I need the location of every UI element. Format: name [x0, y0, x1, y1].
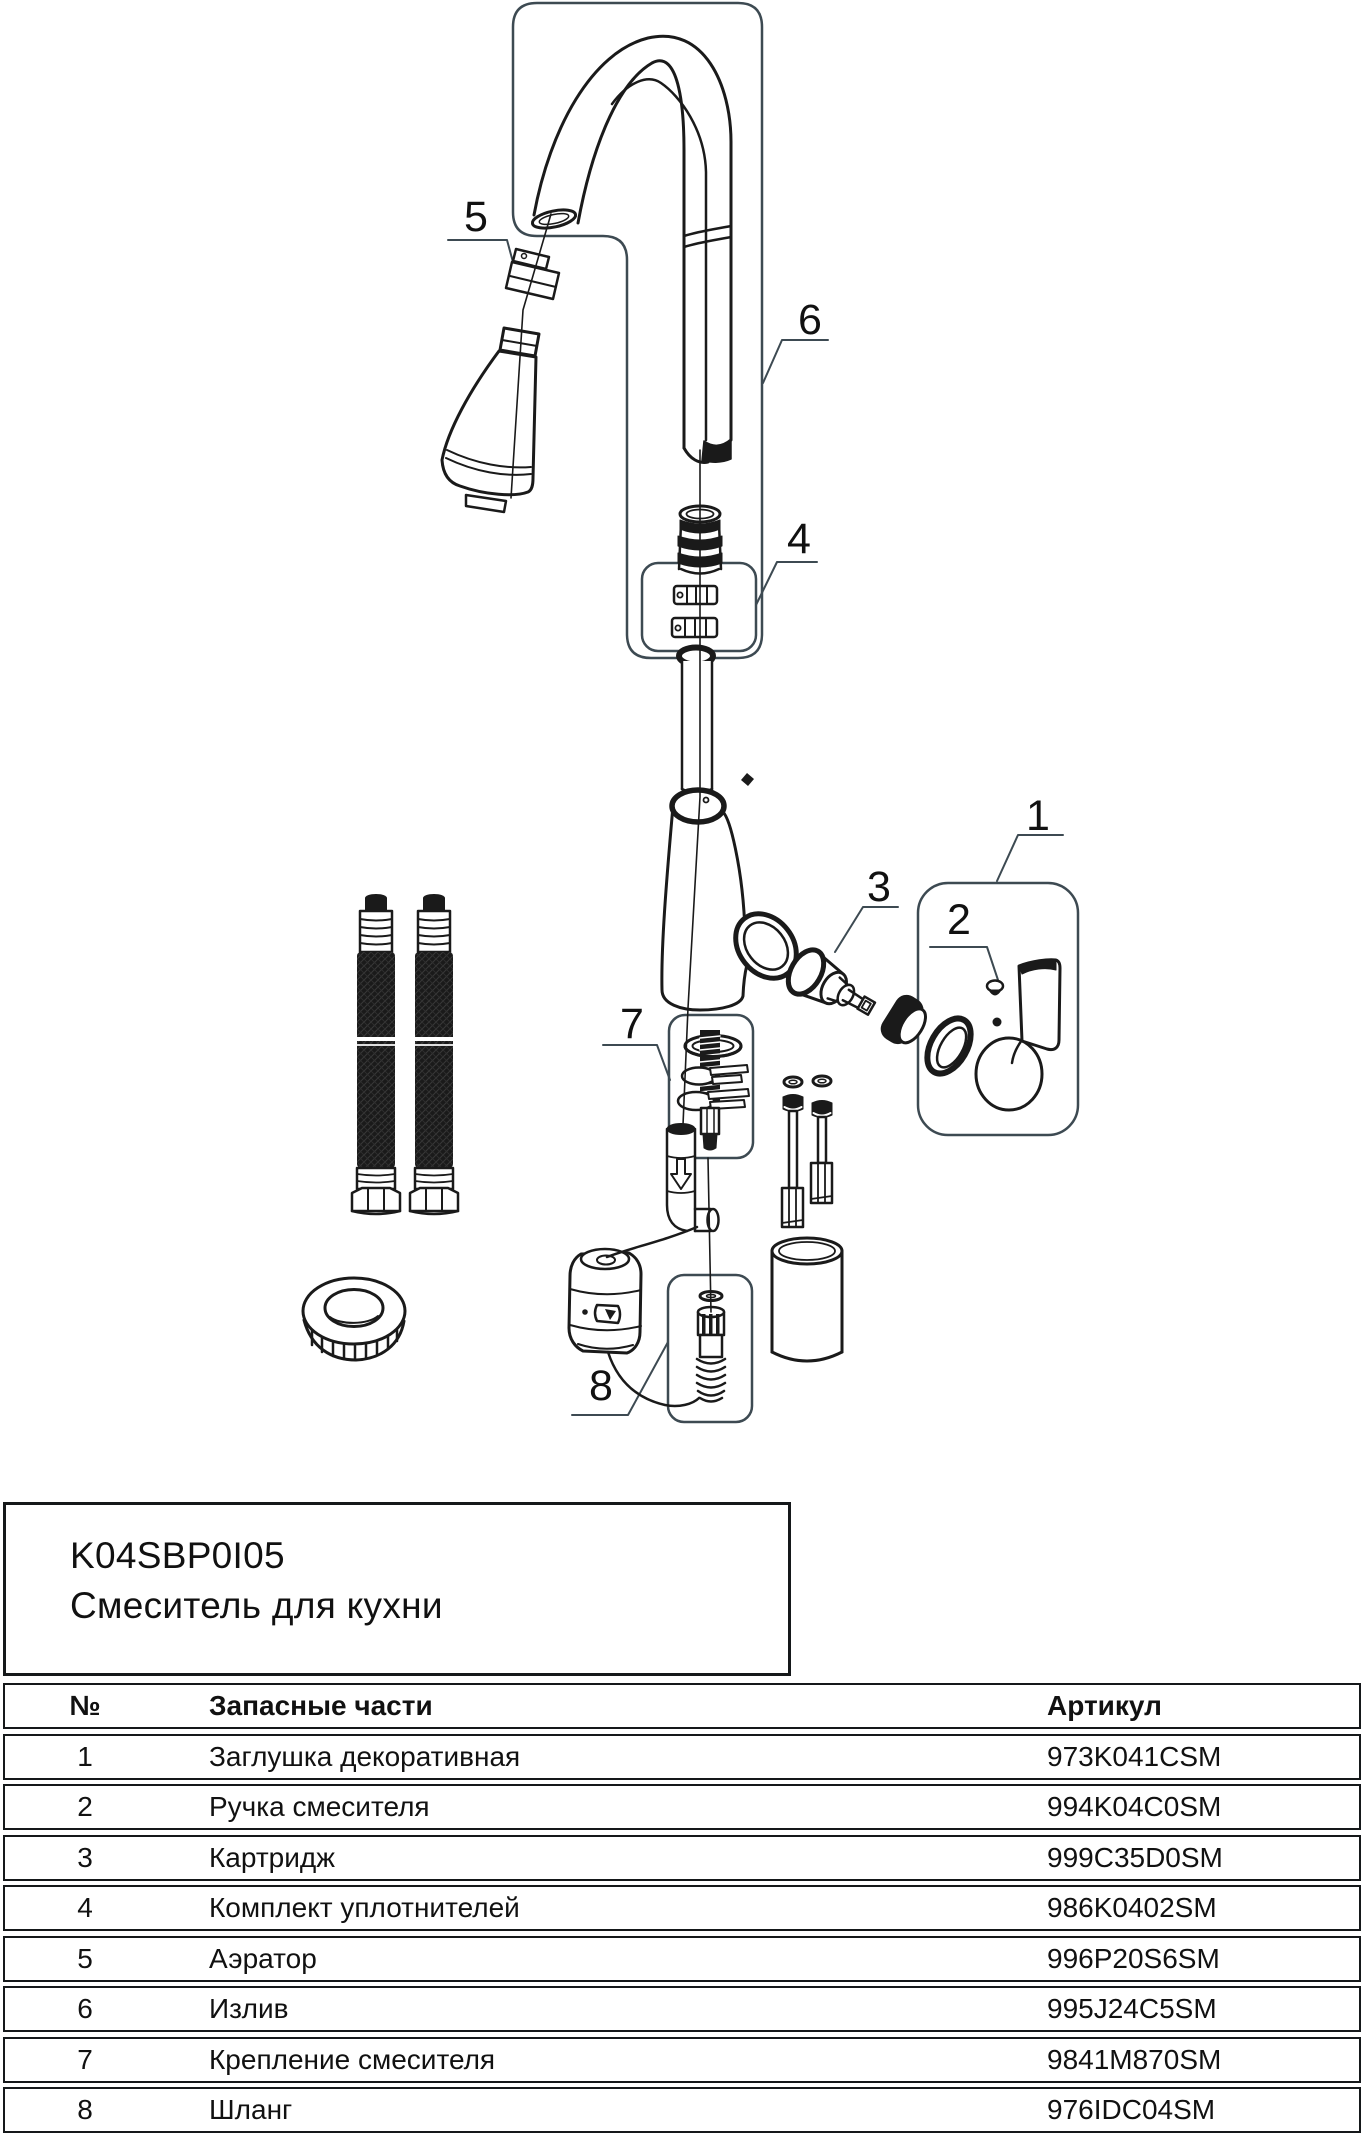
table-row	[3, 1986, 1361, 2032]
row-part-cell: Излив	[209, 1993, 289, 2024]
row-part-cell: Картридж	[209, 1841, 335, 1873]
row-number-cell: 7	[77, 2043, 93, 2075]
row-number-cell: 5	[77, 1942, 93, 1974]
table-row	[3, 2037, 1361, 2083]
row-number-cell: 8	[77, 2094, 93, 2125]
row-part-cell: Шланг	[209, 2094, 293, 2125]
row-article-cell: 986K0402SM	[1047, 1892, 1217, 1923]
callout-labels	[464, 193, 1050, 1410]
header-number: №	[69, 1690, 101, 1721]
row-number-cell: 4	[77, 1892, 93, 1923]
supply-hose-right	[410, 894, 458, 1214]
hose-weight	[569, 1249, 641, 1353]
spout-gooseneck	[531, 36, 731, 462]
table-row	[3, 1734, 1361, 1780]
row-article-cell: 996P20S6SM	[1047, 1942, 1220, 1974]
cartridge-nut	[876, 990, 934, 1052]
callout-label-6: 6	[798, 296, 822, 344]
handle-screw	[987, 981, 1003, 996]
row-article-cell: 976IDC04SM	[1047, 2094, 1216, 2125]
table-row	[3, 1885, 1361, 1931]
row-number-cell: 6	[77, 1993, 93, 2024]
parts-table	[3, 1683, 1361, 2133]
mounting-stud-left	[782, 1077, 803, 1227]
callout-label-5: 5	[464, 193, 488, 241]
riser-pipe	[682, 661, 712, 793]
callout-label-4: 4	[787, 515, 811, 563]
table-row	[3, 1936, 1361, 1982]
callout-leader-3	[835, 907, 898, 952]
product-code: K04SBP0I05	[70, 1535, 285, 1576]
row-number-cell: 2	[77, 1791, 93, 1822]
table-row	[3, 2087, 1361, 2133]
callout-label-3: 3	[867, 863, 891, 911]
callout-leader-6	[763, 340, 828, 383]
row-part-cell: Комплект уплотнителей	[209, 1892, 520, 1923]
callout-label-1: 1	[1026, 792, 1050, 840]
mounting-ring	[303, 1278, 405, 1360]
callout-leader-5	[448, 240, 517, 277]
callout-label-8: 8	[589, 1362, 613, 1410]
cartridge	[781, 944, 883, 1031]
header-article: Артикул	[1047, 1690, 1162, 1721]
row-article-cell: 995J24C5SM	[1047, 1993, 1217, 2024]
parts-table-header	[3, 1683, 1361, 1729]
callout-leaders	[448, 240, 1063, 1415]
product-name: Смеситель для кухни	[70, 1585, 443, 1626]
callout-label-2: 2	[947, 896, 971, 944]
table-row	[3, 1784, 1361, 1830]
seal-clips	[672, 586, 717, 637]
row-article-cell: 994K04C0SM	[1047, 1791, 1222, 1822]
row-number-cell: 3	[77, 1841, 93, 1873]
row-article-cell: 999C35D0SM	[1047, 1841, 1223, 1873]
callout-leader-7	[603, 1045, 670, 1080]
table-row	[3, 1835, 1361, 1881]
header-part: Запасные части	[209, 1690, 433, 1721]
callout-leader-1	[997, 835, 1063, 881]
sprayer-head	[442, 328, 539, 512]
callout-leader-2	[930, 947, 998, 980]
supply-hose-left	[352, 894, 400, 1214]
handle-pin-dot	[993, 1018, 1002, 1027]
row-part-cell: Заглушка декоративная	[209, 1740, 521, 1772]
aerator	[506, 249, 559, 299]
row-part-cell: Аэратор	[209, 1942, 317, 1974]
callout-box-spout	[513, 3, 762, 658]
mounting-stud-right	[811, 1076, 832, 1203]
title-block	[3, 1502, 791, 1676]
detail-dot	[741, 773, 754, 786]
decorative-cap-ring	[918, 1011, 979, 1081]
row-part-cell: Крепление смесителя	[209, 2043, 496, 2075]
callout-label-7: 7	[620, 1000, 644, 1048]
row-number-cell: 1	[77, 1740, 93, 1772]
callout-leader-4	[756, 562, 817, 605]
spacer-sleeve	[772, 1238, 842, 1361]
row-part-cell: Ручка смесителя	[209, 1791, 430, 1822]
row-article-cell: 9841M870SM	[1047, 2043, 1222, 2075]
row-article-cell: 973K041CSM	[1047, 1740, 1222, 1772]
